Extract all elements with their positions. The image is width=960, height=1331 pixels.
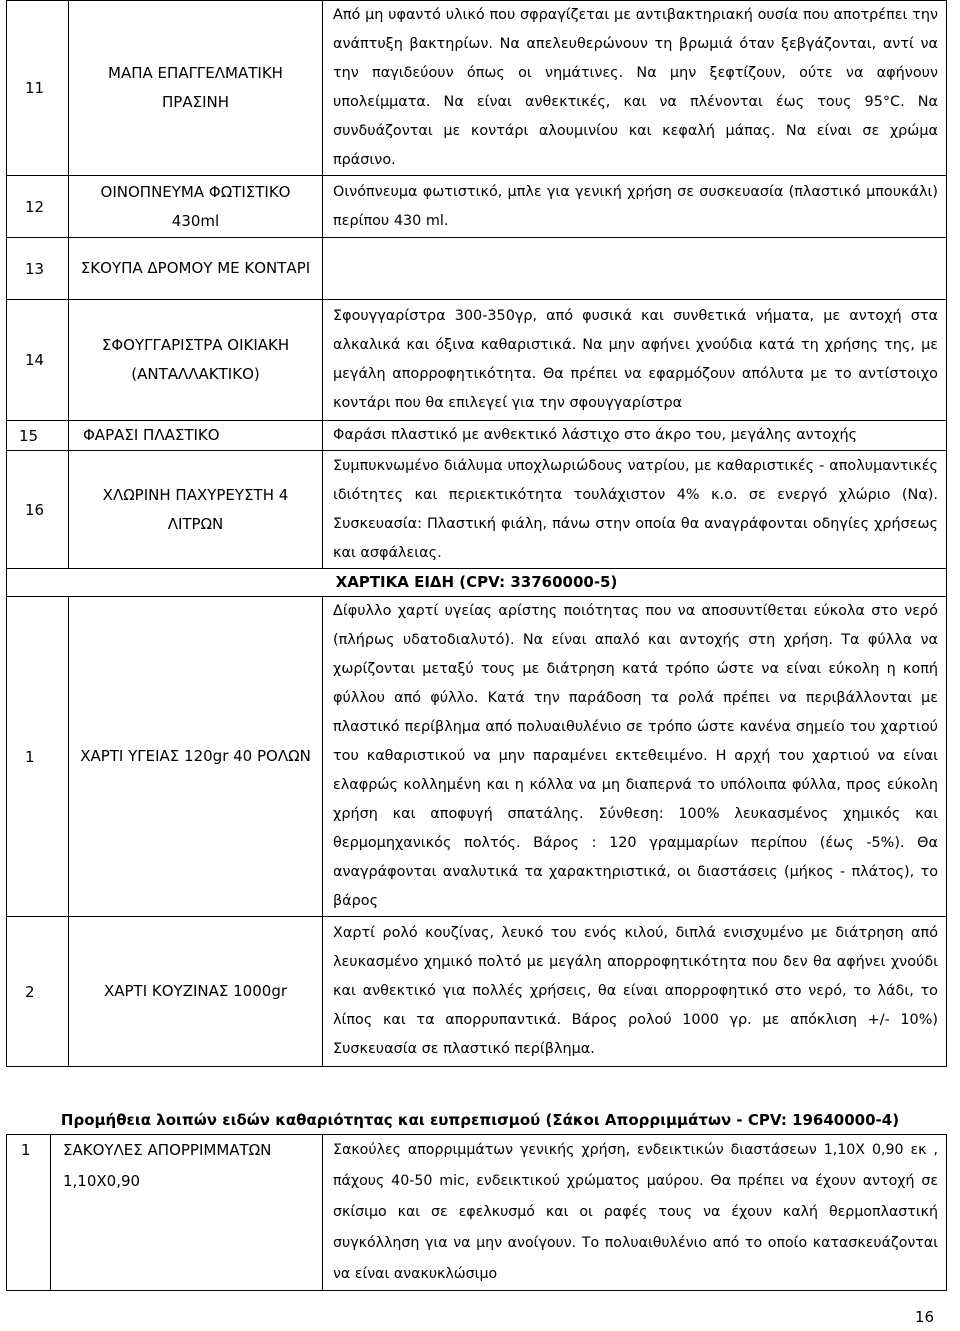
item-number: 11 <box>7 1 69 176</box>
item-number: 1 <box>7 597 69 917</box>
section-title: ΧΑΡΤΙΚΑ ΕΙΔΗ (CPV: 33760000-5) <box>7 569 947 597</box>
item-description: Από μη υφαντό υλικό που σφραγίζεται με αντιβακτηριακή ουσία που αποτρέπει την ανάπτυξη βακτηρίων. Να απελευθερώνουν τη βρωμιά όταν ξεβγάζονται, αντί να την παγιδεύουν όπως οι νημάτινες. Να μην ξεφτίζουν, ούτε να αφήνουν υπολείμματα. Να είναι ανθεκτικές, και να πλένονται έως τους 95°C. Να συνδυάζονται με κοντάρι αλουμινίου και κεφαλή μάπας. Να είναι σε χρώμα πράσινο. <box>323 1 947 176</box>
item-name: ΜΑΠΑ ΕΠΑΓΓΕΛΜΑΤΙΚΗ ΠΡΑΣΙΝΗ <box>69 1 323 176</box>
table-row <box>7 1 947 176</box>
spec-table <box>6 0 947 1067</box>
item-description: Συμπυκνωμένο διάλυμα υποχλωριώδους νατρίου, με καθαριστικές - απολυμαντικές ιδιότητες και περιεκτικότητα τουλάχιστον 4% κ.ο. σε ενεργό χλώριο (Να). Συσκευασία: Πλαστική φιάλη, πάνω στην οποία θα αναγράφονται οδηγίες χρήσεως και ασφάλειας. <box>323 451 947 569</box>
section-header-row <box>7 569 947 597</box>
item-name: ΟΙΝΟΠΝΕΥΜΑ ΦΩΤΙΣΤΙΚΟ 430ml <box>69 176 323 238</box>
item-description: Φαράσι πλαστικό με ανθεκτικό λάστιχο στο άκρο του, μεγάλης αντοχής <box>323 421 947 451</box>
table-row <box>7 451 947 569</box>
item-number: 12 <box>7 176 69 238</box>
item-number: 14 <box>7 300 69 421</box>
item-name: ΣΚΟΥΠΑ ΔΡΟΜΟΥ ΜΕ ΚΟΝΤΑΡΙ <box>69 238 323 300</box>
bags-table <box>6 1134 947 1291</box>
item-name: ΣΑΚΟΥΛΕΣ ΑΠΟΡΡΙΜΜΑΤΩΝ 1,10Χ0,90 <box>51 1135 323 1291</box>
item-name: ΧΑΡΤΙ ΥΓΕΙΑΣ 120gr 40 ΡΟΛΩΝ <box>69 597 323 917</box>
item-name: ΧΛΩΡΙΝΗ ΠΑΧΥΡΕΥΣΤΗ 4 ΛΙΤΡΩΝ <box>69 451 323 569</box>
item-name: ΦΑΡΑΣΙ ΠΛΑΣΤΙΚΟ <box>69 421 323 451</box>
table-row <box>7 300 947 421</box>
table-row <box>7 421 947 451</box>
section-title: Προμήθεια λοιπών ειδών καθαριότητας και ευπρεπισμού (Σάκοι Απορριμμάτων - CPV: 19640000-4) <box>60 1111 900 1129</box>
item-name: ΣΦΟΥΓΓΑΡΙΣΤΡΑ ΟΙΚΙΑΚΗ (ΑΝΤΑΛΛΑΚΤΙΚΟ) <box>69 300 323 421</box>
item-number: 15 <box>7 421 69 451</box>
item-description: Χαρτί ρολό κουζίνας, λευκό του ενός κιλού, διπλά ενισχυμένο με διάτρηση από λευκασμένο χημικό πολτό με μεγάλη απορροφητικότητα που δεν θα αφήνει χνούδι και ανθεκτικό για πολλές χρήσεις, θα είναι απορροφητικό στο νερό, το λάδι, το λίπος και τα απορρυπαντικά. Βάρος ρολού 1000 γρ. με απόκλιση +/- 10%) Συσκευασία σε πλαστικό περίβλημα. <box>323 917 947 1067</box>
item-description <box>323 238 947 300</box>
item-number: 2 <box>7 917 69 1067</box>
page-number: 16 <box>914 1308 934 1326</box>
item-name: ΧΑΡΤΙ ΚΟΥΖΙΝΑΣ 1000gr <box>69 917 323 1067</box>
item-description: Σφουγγαρίστρα 300-350γρ, από φυσικά και συνθετικά νήματα, με αντοχή στα αλκαλικά και όξινα καθαριστικά. Να μην αφήνει χνούδια κατά τη χρήσης της, με μεγάλη απορροφητικότητα. Θα πρέπει να εφαρμόζουν απόλυτα με το αντίστοιχο κοντάρι που θα επιλεγεί για την σφουγγαρίστρα <box>323 300 947 421</box>
table-row <box>7 176 947 238</box>
item-number: 1 <box>7 1135 51 1291</box>
table-row <box>7 238 947 300</box>
table-row <box>7 1135 947 1291</box>
table-row <box>7 917 947 1067</box>
table-row <box>7 597 947 917</box>
item-description: Οινόπνευμα φωτιστικό, μπλε για γενική χρήση σε συσκευασία (πλαστικό μπουκάλι) περίπου 430 ml. <box>323 176 947 238</box>
item-description: Σακούλες απορριμμάτων γενικής χρήση, ενδεικτικών διαστάσεων 1,10Χ 0,90 εκ , πάχους 40-50 mic, ενδεικτικού χρώματος μαύρου. Θα πρέπει να έχουν αντοχή σε σκίσιμο και σε εφελκυσμό και οι ραφές τους να έχουν καλή θερμοπλαστική συγκόλληση για να μην ανοίγουν. Το πολυαιθυλένιο από το οποίο κατασκευάζονται να είναι ανακυκλώσιμο <box>323 1135 947 1291</box>
item-number: 16 <box>7 451 69 569</box>
item-number: 13 <box>7 238 69 300</box>
item-description: Δίφυλλο χαρτί υγείας αρίστης ποιότητας που να αποσυντίθεται εύκολα στο νερό (πλήρως υδατοδιαλυτό). Να είναι απαλό και αντοχής στη χρήση. Τα φύλλα να χωρίζονται μεταξύ τους με διάτρηση κατά τρόπο ώστε να είναι εύκολη η κοπή φύλλου από φύλλο. Κατά την παράδοση τα ρολά πρέπει να περιβάλλονται με πλαστικό περίβλημα από πολυαιθυλένιο σε τρόπο ώστε κανένα σημείο του χαρτιού του καθαριστικού να μην παραμένει εκτεθειμένο. Η αρχή του χαρτιού να είναι ελαφρώς κολλημένη και η κόλλα να μη διαπερνά το υπόλοιπα φύλλα, προς εύκολη χρήση και αποφυγή σπατάλης. Σύνθεση: 100% λευκασμένος χημικός και θερμομηχανικός πολτός. Βάρος : 120 γραμμαρίων περίπου (έως -5%). Θα αναγράφονται αναλυτικά τα χαρακτηριστικά, οι διαστάσεις (μήκος - πλάτος), το βάρος <box>323 597 947 917</box>
